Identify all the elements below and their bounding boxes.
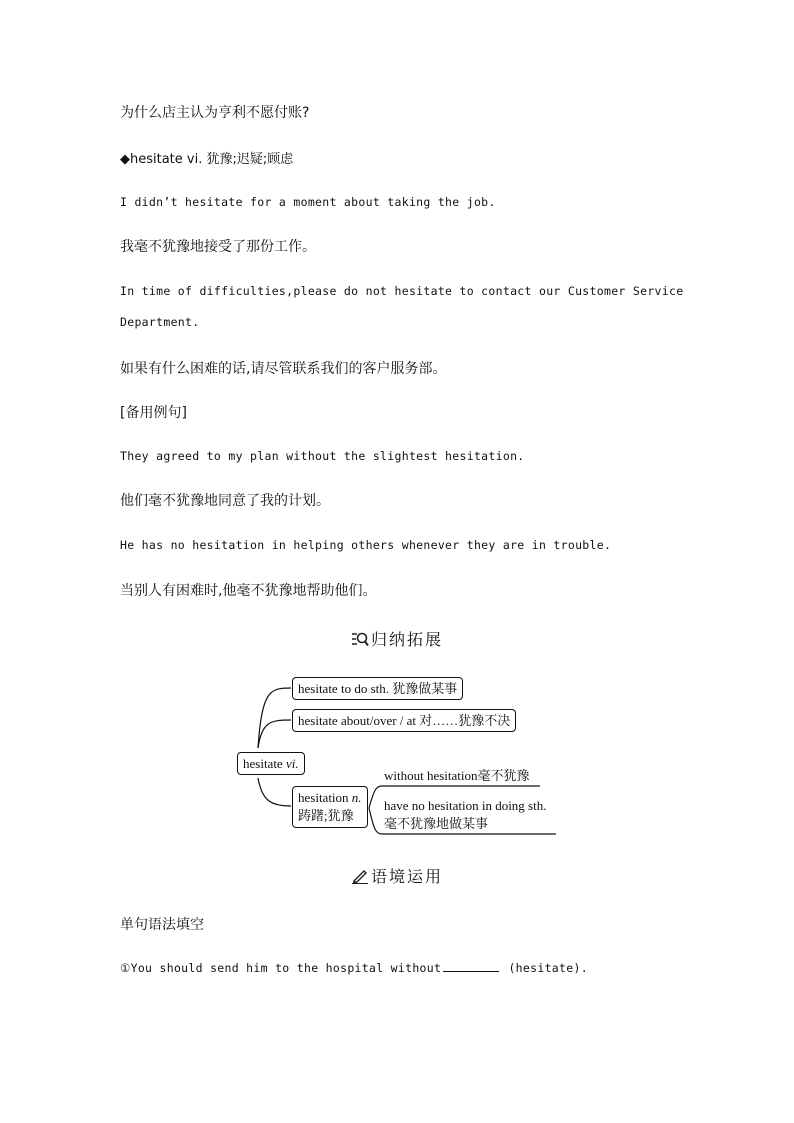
magnifier-icon [351,631,369,647]
exercise-question-1 [120,961,588,975]
example-2-en-line1: In time of difficulties,please do not hesitate to contact our Customer Service [120,284,684,298]
vocab-entry: ◆hesitate vi. 犹豫;迟疑;顾虑 [120,152,294,167]
backup-examples-label: [备用例句] [120,405,187,421]
example-4-en: He has no hesitation in helping others whenever they are in trouble. [120,538,612,552]
branch-3-pos: n. [351,790,362,805]
example-3-zh: 他们毫不犹豫地同意了我的计划。 [120,493,330,509]
branch-3-word: hesitation [298,790,352,805]
section-heading-summary [0,627,794,650]
question-title: 为什么店主认为亨利不愿付账? [120,105,310,121]
mind-map-branch-1: hesitate to do sth. 犹豫做某事 [292,677,463,700]
example-1-zh: 我毫不犹豫地接受了那份工作。 [120,239,316,255]
example-1-en: I didn’t hesitate for a moment about taking the job. [120,195,496,209]
answer-blank[interactable] [443,961,499,972]
example-3-en: They agreed to my plan without the slightest hesitation. [120,449,525,463]
branch-3-zh: 踌躇;犹豫 [298,808,354,823]
question-1-prefix: ①You should send him to the hospital without [120,961,442,975]
exercise-label: 单句语法填空 [120,917,204,933]
example-2-en-line2: Department. [120,315,200,329]
section-heading-context-text: 语境运用 [370,867,443,886]
example-2-zh: 如果有什么困难的话,请尽管联系我们的客户服务部。 [120,361,447,377]
root-pos: vi. [285,756,299,771]
section-heading-summary-text: 归纳拓展 [370,630,443,649]
mind-map-branch-3 [292,786,368,828]
mind-map-branch-2: hesitate about/over / at 对……犹豫不决 [292,709,516,732]
section-heading-context [0,864,794,887]
mind-map-root [237,752,305,775]
question-1-suffix: (hesitate). [501,961,588,975]
root-word: hesitate [243,756,286,771]
pencil-icon [351,868,369,884]
example-4-zh: 当别人有困难时,他毫不犹豫地帮助他们。 [120,583,377,599]
mind-map-sub-2-en: have no hesitation in doing sth. [384,798,547,813]
mind-map-sub-1: without hesitation毫不犹豫 [384,768,530,783]
mind-map-sub-2-zh: 毫不犹豫地做某事 [384,816,489,831]
